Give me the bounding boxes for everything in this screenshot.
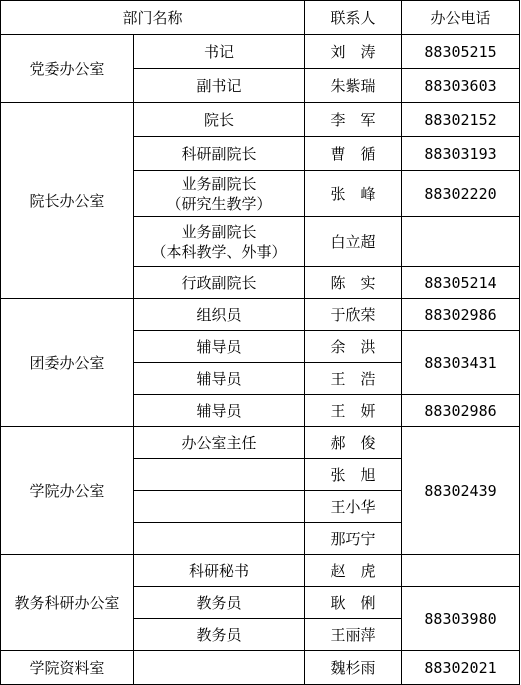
position-cell: 行政副院长 (134, 267, 305, 299)
dept-cell: 教务科研办公室 (1, 555, 134, 651)
table-row (1, 299, 520, 331)
position-cell: 辅导员 (134, 331, 305, 363)
dept-cell: 院长办公室 (1, 103, 134, 299)
header-contact: 联系人 (305, 1, 402, 35)
header-dept: 部门名称 (1, 1, 305, 35)
position-cell: 书记 (134, 35, 305, 69)
phone-cell: 88303431 (402, 331, 520, 395)
dept-cell: 学院办公室 (1, 427, 134, 555)
table-row (1, 427, 520, 459)
phone-cell: 88303603 (402, 69, 520, 103)
table-row (1, 651, 520, 685)
contact-cell: 余 洪 (305, 331, 402, 363)
contact-cell: 耿 俐 (305, 587, 402, 619)
phone-cell: 88305215 (402, 35, 520, 69)
position-cell: 办公室主任 (134, 427, 305, 459)
position-cell: 副书记 (134, 69, 305, 103)
contact-cell: 陈 实 (305, 267, 402, 299)
phone-cell: 88302986 (402, 299, 520, 331)
contact-cell: 李 军 (305, 103, 402, 137)
phone-cell (402, 555, 520, 587)
contact-cell: 王丽萍 (305, 619, 402, 651)
position-cell: 辅导员 (134, 363, 305, 395)
position-cell: 科研副院长 (134, 137, 305, 171)
contact-cell: 王小华 (305, 491, 402, 523)
table-row (1, 555, 520, 587)
phone-cell: 88302152 (402, 103, 520, 137)
contact-cell: 魏杉雨 (305, 651, 402, 685)
contact-cell: 朱紫瑞 (305, 69, 402, 103)
phone-cell (402, 217, 520, 267)
header-row (1, 1, 520, 35)
position-line: （本科教学、外事） (151, 242, 287, 261)
position-cell: 教务员 (134, 587, 305, 619)
position-cell (134, 217, 305, 267)
phone-cell: 88302439 (402, 427, 520, 555)
contact-cell: 刘 涛 (305, 35, 402, 69)
contact-cell: 那巧宁 (305, 523, 402, 555)
dept-cell: 团委办公室 (1, 299, 134, 427)
contact-cell: 曹 循 (305, 137, 402, 171)
contact-cell: 张 峰 (305, 171, 402, 217)
contact-cell: 张 旭 (305, 459, 402, 491)
contact-cell: 于欣荣 (305, 299, 402, 331)
position-cell: 组织员 (134, 299, 305, 331)
position-cell (134, 651, 305, 685)
position-cell: 辅导员 (134, 395, 305, 427)
contact-cell: 赵 虎 (305, 555, 402, 587)
table-row (1, 35, 520, 69)
phone-cell: 88302021 (402, 651, 520, 685)
position-line: （研究生教学） (166, 194, 272, 213)
position-cell: 科研秘书 (134, 555, 305, 587)
position-cell (134, 523, 305, 555)
position-line: 业务副院长 (181, 174, 257, 193)
phone-cell: 88305214 (402, 267, 520, 299)
position-cell: 教务员 (134, 619, 305, 651)
phone-cell: 88302986 (402, 395, 520, 427)
position-line: 业务副院长 (181, 222, 257, 241)
phone-cell: 88302220 (402, 171, 520, 217)
position-cell: 院长 (134, 103, 305, 137)
position-cell (134, 491, 305, 523)
phone-cell: 88303980 (402, 587, 520, 651)
contact-cell: 王 妍 (305, 395, 402, 427)
header-phone: 办公电话 (402, 1, 520, 35)
contact-cell: 郝 俊 (305, 427, 402, 459)
table-row (1, 103, 520, 137)
contact-cell: 王 浩 (305, 363, 402, 395)
position-cell (134, 459, 305, 491)
dept-cell: 党委办公室 (1, 35, 134, 103)
contact-cell: 白立超 (305, 217, 402, 267)
position-cell (134, 171, 305, 217)
phone-cell: 88303193 (402, 137, 520, 171)
dept-cell: 学院资料室 (1, 651, 134, 685)
